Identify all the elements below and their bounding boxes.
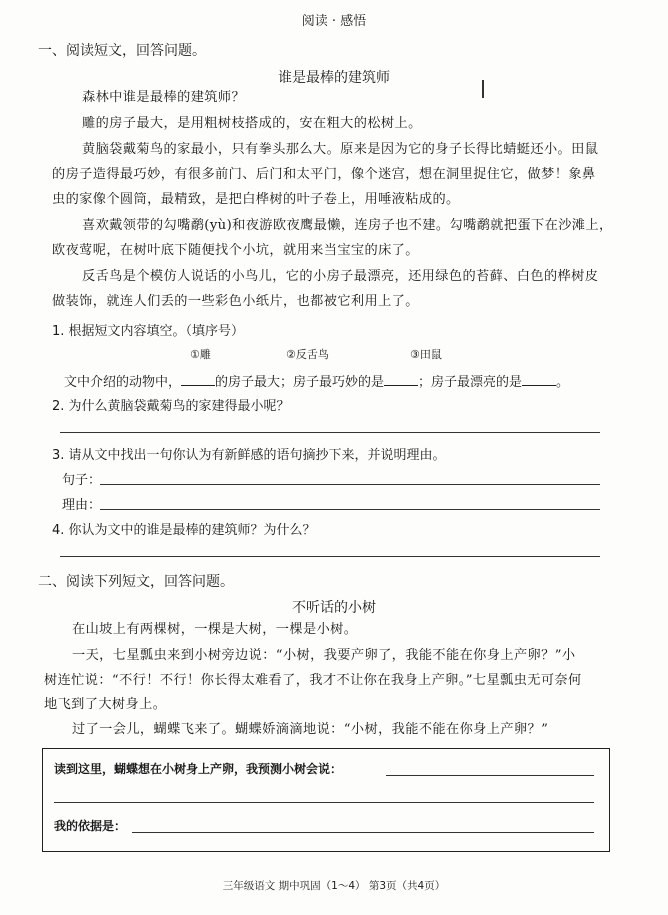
section1-heading: 一、阅读短文，回答问题。 [38, 43, 206, 59]
p1-line: 做装饰，就连人们丢的一些彩色小纸片，也都被它利用上了。 [52, 294, 419, 309]
passage1-title: 谁是最棒的建筑师 [278, 70, 390, 86]
p1-line: 雕的房子最大，是用粗树枝搭成的，安在粗大的松树上。 [82, 116, 422, 131]
option-2: ②反舌鸟 [286, 348, 329, 361]
option-3: ③田鼠 [410, 348, 442, 361]
answer-blank-largest[interactable] [181, 373, 215, 386]
answer-blank-prettiest[interactable] [522, 373, 556, 386]
passage2-title: 不听话的小树 [292, 600, 376, 616]
p1-line: 森林中谁是最棒的建筑师？ [82, 90, 246, 105]
q1-fill-d: 。 [556, 375, 570, 390]
scan-mark [482, 80, 484, 98]
q1-fill-sentence [64, 371, 569, 390]
answer-line-sentence[interactable] [100, 484, 600, 485]
answer-line-q4[interactable] [60, 556, 600, 557]
p1-line: 的房子造得最巧妙，有很多前门、后门和太平门，像个迷宫，想在洞里捉住它，做梦！象鼻 [52, 167, 596, 182]
answer-blank-cleverest[interactable] [384, 373, 418, 386]
p2-line: 在山坡上有两棵树，一棵是大树，一棵是小树。 [72, 622, 358, 637]
section2-heading: 二、阅读下列短文，回答问题。 [38, 574, 234, 590]
question-1: 1. 根据短文内容填空。（填序号） [52, 324, 245, 339]
p2-line: 树连忙说：“不行！不行！你长得太难看了，我才不让你在我身上产卵。”七星瓢虫无可奈何 [44, 673, 582, 688]
basis-label: 我的依据是： [54, 819, 127, 833]
q1-fill-a: 文中介绍的动物中， [64, 375, 182, 390]
p2-line: 过了一会儿，蝴蝶飞来了。蝴蝶娇滴滴地说：“小树，我能不能在你身上产卵？” [72, 722, 549, 737]
answer-line-prediction-2[interactable] [54, 802, 594, 803]
answer-line-prediction[interactable] [386, 775, 594, 776]
p1-line: 黄脑袋戴菊鸟的家最小，只有拳头那么大。原来是因为它的身子长得比蜻蜓还小。田鼠 [82, 142, 599, 157]
q3-reason-label: 理由： [62, 498, 102, 513]
p1-line: 欧夜莺呢，在树叶底下随便找个小坑，就用来当宝宝的床了。 [52, 243, 419, 258]
q1-fill-c: ；房子最漂亮的是 [418, 375, 523, 390]
page-footer: 三年级语文 期中巩固（1～4） 第3页（共4页） [222, 880, 446, 892]
p2-line: 一天，七星瓢虫来到小树旁边说：“小树，我要产卵了，我能不能在你身上产卵？”小 [72, 648, 576, 663]
question-4: 4. 你认为文中的谁是最棒的建筑师？为什么？ [52, 523, 316, 538]
answer-line-reason[interactable] [100, 509, 600, 510]
question-3: 3. 请从文中找出一句你认为有新鲜感的语句摘抄下来，并说明理由。 [52, 448, 446, 463]
p2-line: 地飞到了大树身上。 [44, 697, 167, 712]
q3-sentence-label: 句子： [62, 473, 102, 488]
answer-line-basis[interactable] [132, 832, 594, 833]
page-header: 阅读 · 感悟 [301, 14, 367, 29]
p1-line: 喜欢戴领带的勾嘴鹬(yù)和夜游欧夜鹰最懒，连房子也不建。勾嘴鹬就把蛋下在沙滩上， [82, 218, 613, 233]
option-1: ①雕 [190, 348, 211, 361]
p1-line: 反舌鸟是个模仿人说话的小鸟儿，它的小房子最漂亮，还用绿色的苔藓、白色的桦树皮 [82, 269, 599, 284]
question-2: 2. 为什么黄脑袋戴菊鸟的家建得最小呢？ [52, 399, 290, 414]
answer-line-q2[interactable] [60, 432, 600, 433]
prediction-prompt: 读到这里，蝴蝶想在小树身上产卵，我预测小树会说： [54, 762, 343, 776]
q1-fill-b: 的房子最大；房子最巧妙的是 [215, 375, 385, 390]
p1-line: 虫的家像个圆筒，最精致，是把白桦树的叶子卷上，用唾液粘成的。 [52, 192, 460, 207]
